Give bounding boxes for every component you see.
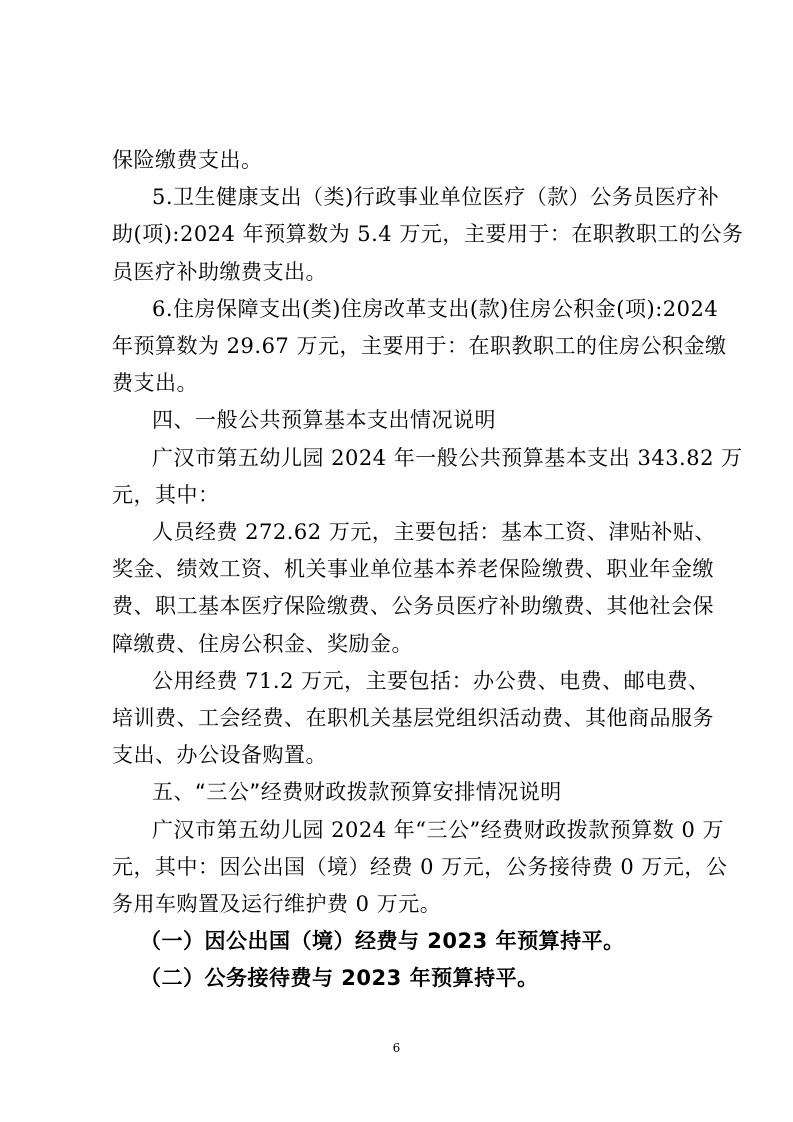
subheading-1: （一）因公出国（境）经费与 2023 年预算持平。: [140, 929, 625, 953]
text-line-2: 5.卫生健康支出（类)行政事业单位医疗（款）公务员医疗补: [152, 185, 720, 209]
text-line-5: 6.住房保障支出(类)住房改革支出(款)住房公积金(项):2024: [152, 297, 719, 321]
text-line-12: 奖金、绩效工资、机关事业单位基本养老保险缴费、职业年金缴: [112, 557, 714, 581]
section-heading-4: 四、一般公共预算基本支出情况说明: [152, 408, 496, 432]
text-line-11: 人员经费 272.62 万元，主要包括：基本工资、津贴补贴、: [152, 520, 716, 544]
text-line-6: 年预算数为 29.67 万元，主要用于：在职教职工的住房公积金缴: [112, 334, 727, 358]
text-line-17: 支出、办公设备购置。: [112, 743, 327, 767]
section-heading-5: 五、“三公”经费财政拨款预算安排情况说明: [152, 780, 562, 804]
text-line-3: 助(项):2024 年预算数为 5.4 万元，主要用于：在职教职工的公务: [112, 222, 744, 246]
text-line-13: 费、职工基本医疗保险缴费、公务员医疗补助缴费、其他社会保: [112, 594, 714, 618]
text-line-14: 障缴费、住房公积金、奖励金。: [112, 632, 413, 656]
text-line-1: 保险缴费支出。: [112, 148, 263, 172]
text-line-20: 元，其中：因公出国（境）经费 0 万元，公务接待费 0 万元，公: [112, 855, 728, 879]
subheading-2: （二）公务接待费与 2023 年预算持平。: [140, 966, 539, 990]
page-number: 6: [392, 1041, 401, 1055]
text-line-19: 广汉市第五幼儿园 2024 年“三公”经费财政拨款预算数 0 万: [152, 818, 724, 842]
text-line-10: 元，其中：: [112, 483, 220, 507]
text-line-4: 员医疗补助缴费支出。: [112, 260, 327, 284]
text-line-7: 费支出。: [112, 371, 198, 395]
text-line-9: 广汉市第五幼儿园 2024 年一般公共预算基本支出 343.82 万: [152, 446, 743, 470]
text-line-16: 培训费、工会经费、在职机关基层党组织活动费、其他商品服务: [112, 706, 714, 730]
text-line-15: 公用经费 71.2 万元，主要包括：办公费、电费、邮电费、: [152, 669, 710, 693]
text-line-21: 务用车购置及运行维护费 0 万元。: [112, 892, 442, 916]
